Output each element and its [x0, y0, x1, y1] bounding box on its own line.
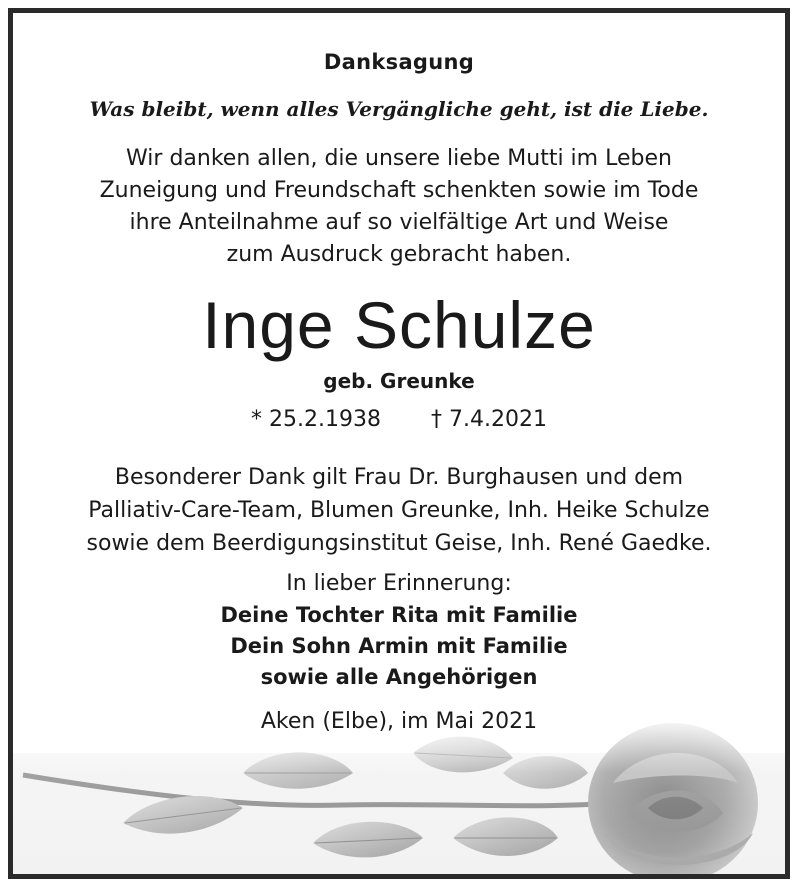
death-date: † 7.4.2021	[431, 407, 547, 432]
notice-frame	[8, 8, 790, 879]
thanks-line: Wir danken allen, die unsere liebe Mutti im Leben	[126, 146, 672, 171]
special-thanks-line: sowie dem Beerdigungsinstitut Geise, Inh. René Gaedke.	[86, 531, 712, 556]
birth-date: * 25.2.1938	[251, 407, 381, 432]
birth-name: geb. Greunke	[323, 369, 475, 393]
family-line: sowie alle Angehörigen	[260, 665, 538, 689]
deceased-name: Inge Schulze	[202, 288, 596, 362]
thanks-line: zum Ausdruck gebracht haben.	[226, 242, 572, 267]
rose-illustration	[13, 713, 785, 879]
thanks-line: Zuneigung und Freundschaft schenkten sowie im Tode	[99, 178, 699, 203]
family-signatures	[13, 600, 785, 693]
family-line: Dein Sohn Armin mit Familie	[230, 634, 568, 658]
place-date: Aken (Elbe), im Mai 2021	[260, 709, 538, 734]
special-thanks-line: Besonderer Dank gilt Frau Dr. Burghausen und dem	[114, 465, 684, 490]
motto: Was bleibt, wenn alles Vergängliche geht, ist die Liebe.	[89, 97, 709, 121]
special-thanks-line: Palliativ-Care-Team, Blumen Greunke, Inh. Heike Schulze	[88, 498, 710, 523]
heading: Danksagung	[323, 50, 475, 74]
family-line: Deine Tochter Rita mit Familie	[220, 603, 578, 627]
special-thanks-paragraph	[13, 461, 785, 560]
thanks-paragraph	[13, 143, 785, 271]
life-dates	[13, 407, 785, 432]
memory-intro: In lieber Erinnerung:	[286, 571, 512, 596]
thanks-line: ihre Anteilnahme auf so vielfältige Art und Weise	[129, 210, 669, 235]
